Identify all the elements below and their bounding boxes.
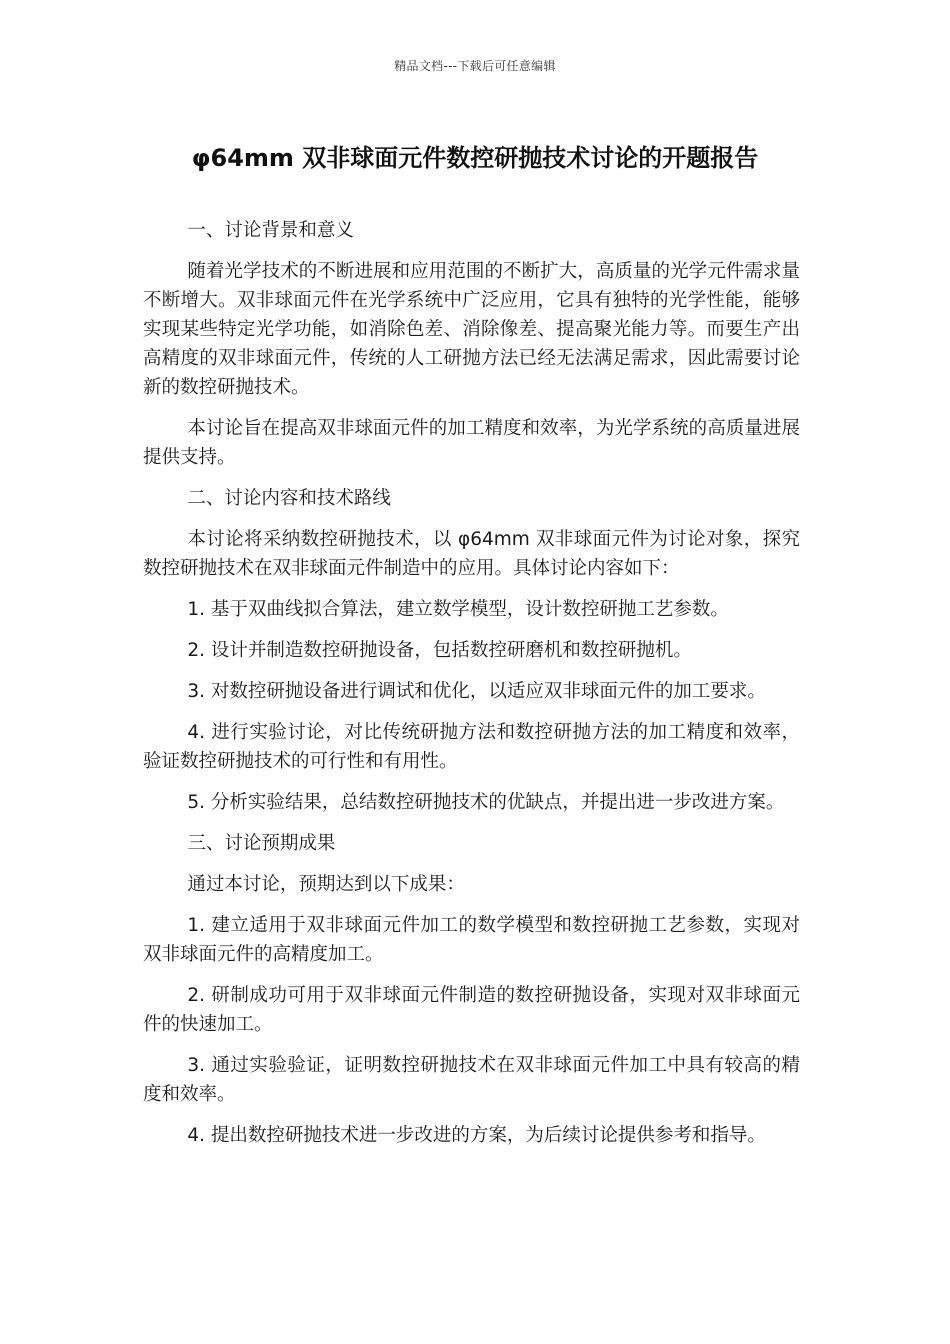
list-item: 3. 通过实验验证，证明数控研抛技术在双非球面元件加工中具有较高的精度和效率。 bbox=[143, 1055, 800, 1105]
section-heading-content: 二、讨论内容和技术路线 bbox=[187, 488, 391, 509]
section-heading-outcomes: 三、讨论预期成果 bbox=[187, 833, 336, 854]
document-title: φ64mm 双非球面元件数控研抛技术讨论的开题报告 bbox=[191, 144, 759, 172]
document-body bbox=[143, 216, 800, 1162]
list-item: 4. 进行实验讨论，对比传统研抛方法和数控研抛方法的加工精度和效率，验证数控研抛技术的可行性和有用性。 bbox=[143, 722, 800, 772]
list-item: 1. 建立适用于双非球面元件加工的数学模型和数控研抛工艺参数，实现对双非球面元件的高精度加工。 bbox=[143, 915, 800, 965]
paragraph-content-intro: 本讨论将采纳数控研抛技术，以 φ64mm 双非球面元件为讨论对象，探究数控研抛技术在双非球面元件制造中的应用。具体讨论内容如下： bbox=[143, 529, 800, 579]
list-item: 1. 基于双曲线拟合算法，建立数学模型，设计数控研抛工艺参数。 bbox=[187, 599, 729, 620]
paragraph-outcomes-intro: 通过本讨论，预期达到以下成果： bbox=[187, 874, 465, 895]
paragraph-purpose: 本讨论旨在提高双非球面元件的加工精度和效率，为光学系统的高质量进展提供支持。 bbox=[143, 418, 800, 468]
list-item: 5. 分析实验结果，总结数控研抛技术的优缺点，并提出进一步改进方案。 bbox=[187, 792, 785, 813]
section-heading-background: 一、讨论背景和意义 bbox=[187, 220, 354, 241]
header-note: 精品文档---下载后可任意编辑 bbox=[394, 59, 556, 73]
list-item: 2. 研制成功可用于双非球面元件制造的数控研抛设备，实现对双非球面元件的快速加工。 bbox=[143, 985, 800, 1035]
list-item: 4. 提出数控研抛技术进一步改进的方案，为后续讨论提供参考和指导。 bbox=[187, 1125, 766, 1146]
list-item: 3. 对数控研抛设备进行调试和优化，以适应双非球面元件的加工要求。 bbox=[187, 681, 766, 702]
paragraph-background: 随着光学技术的不断进展和应用范围的不断扩大，高质量的光学元件需求量不断增大。双非球面元件在光学系统中广泛应用，它具有独特的光学性能，能够实现某些特定光学功能，如消除色差、消除像差、提高聚光能力等。而要生产出高精度的双非球面元件，传统的人工研抛方法已经无法满足需求，因此需要讨论新的数控研抛技术。 bbox=[143, 261, 800, 398]
list-item: 2. 设计并制造数控研抛设备，包括数控研磨机和数控研抛机。 bbox=[187, 640, 692, 661]
